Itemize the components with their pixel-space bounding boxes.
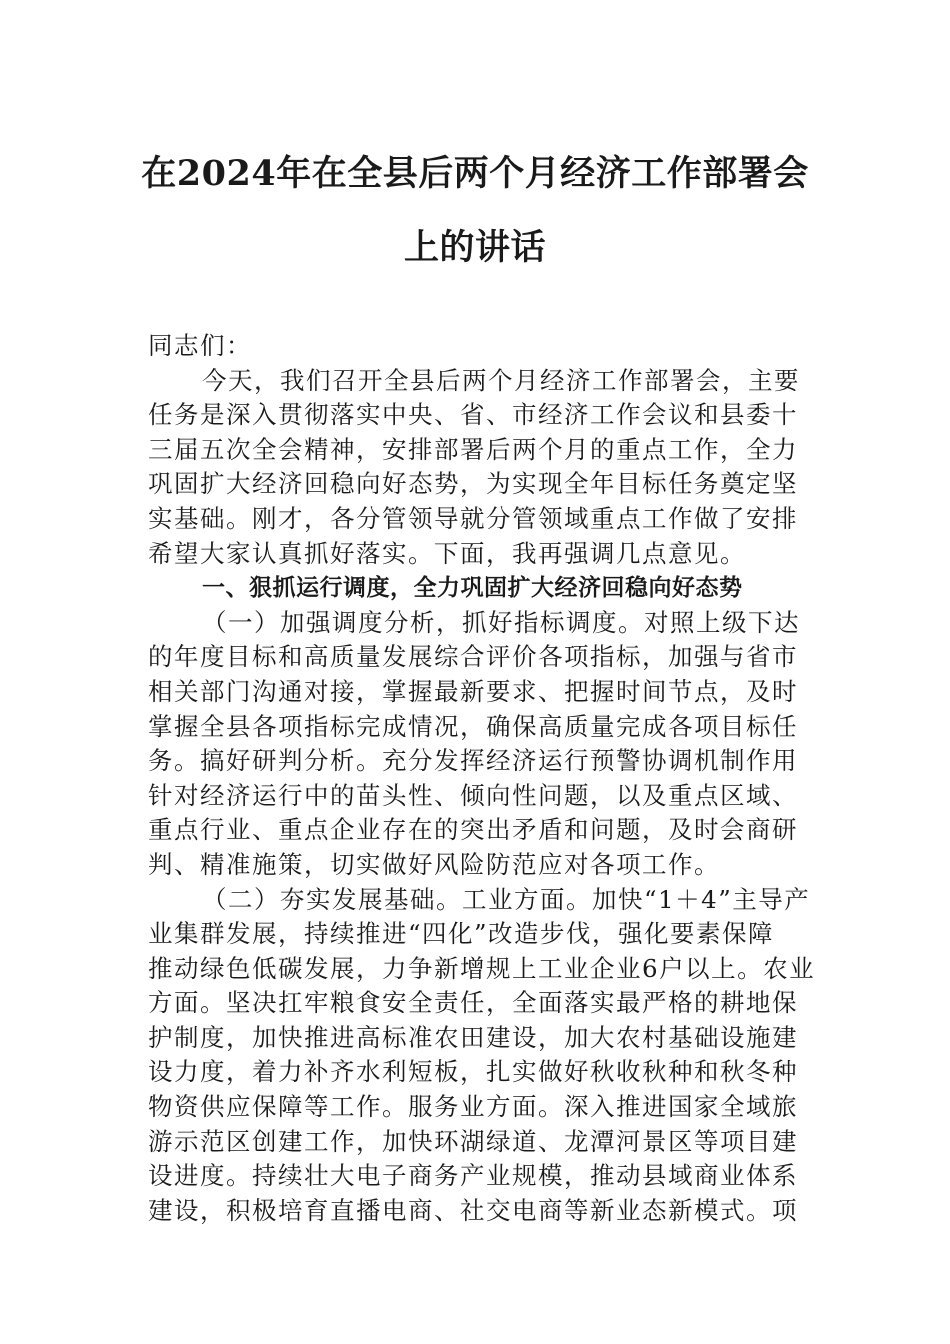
title-line-1: 在2024年在全县后两个月经济工作部署会 <box>141 153 809 194</box>
body-text-line: 建设，积极培育直播电商、社交电商等新业态新模式。项 <box>148 1195 798 1225</box>
body-text-line: 相关部门沟通对接，掌握最新要求、把握时间节点，及时 <box>148 676 798 706</box>
body-text-line: 掌握全县各项指标完成情况，确保高质量完成各项目标任 <box>148 711 798 741</box>
body-text-line: 设进度。持续壮大电子商务产业规模，推动县域商业体系 <box>148 1161 798 1191</box>
title-line-2: 上的讲话 <box>403 227 546 268</box>
section-heading: 一、狠抓运行调度，全力巩固扩大经济回稳向好态势 <box>202 575 743 602</box>
body-text-line: 护制度，加快推进高标准农田建设，加大农村基础设施建 <box>148 1022 798 1052</box>
body-text-line: （二）夯实发展基础。工业方面。加快“1＋4”主导产 <box>202 884 811 914</box>
body-text-line: 希望大家认真抓好落实。下面，我再强调几点意见。 <box>148 538 746 568</box>
body-text-line: 的年度目标和高质量发展综合评价各项指标，加强与省市 <box>148 642 798 672</box>
body-text-line: 三届五次全会精神，安排部署后两个月的重点工作，全力 <box>148 434 798 464</box>
body-text-line: 方面。坚决扛牢粮食安全责任，全面落实最严格的耕地保 <box>148 988 798 1018</box>
body-text-line: （一）加强调度分析，抓好指标调度。对照上级下达 <box>202 607 800 637</box>
body-text-line: 针对经济运行中的苗头性、倾向性问题，以及重点区域、 <box>148 780 798 810</box>
body-text-line: 业集群发展，持续推进“四化”改造步伐，强化要素保障 <box>148 919 775 949</box>
body-text-line: 今天，我们召开全县后两个月经济工作部署会，主要 <box>202 365 800 395</box>
document-body <box>148 329 816 1228</box>
body-text-line: 判、精准施策，切实做好风险防范应对各项工作。 <box>148 849 720 879</box>
body-text-line: 同志们： <box>148 331 252 360</box>
body-text-line: 务。搞好研判分析。充分发挥经济运行预警协调机制作用 <box>148 746 798 776</box>
body-text-line: 推动绿色低碳发展，力争新增规上工业企业6户以上。农业 <box>148 953 816 983</box>
body-text-line: 实基础。刚才，各分管领导就分管领域重点工作做了安排 <box>148 503 798 533</box>
body-text-line: 重点行业、重点企业存在的突出矛盾和问题，及时会商研 <box>148 815 798 845</box>
body-text-line: 设力度，着力补齐水利短板，扎实做好秋收秋种和秋冬种 <box>148 1057 798 1087</box>
body-text-line: 游示范区创建工作，加快环湖绿道、龙潭河景区等项目建 <box>148 1126 798 1156</box>
body-text-line: 任务是深入贯彻落实中央、省、市经济工作会议和县委十 <box>148 400 798 430</box>
body-text-line: 巩固扩大经济回稳向好态势，为实现全年目标任务奠定坚 <box>148 469 798 499</box>
document-title <box>100 155 850 267</box>
body-text-line: 物资供应保障等工作。服务业方面。深入推进国家全域旅 <box>148 1092 798 1122</box>
